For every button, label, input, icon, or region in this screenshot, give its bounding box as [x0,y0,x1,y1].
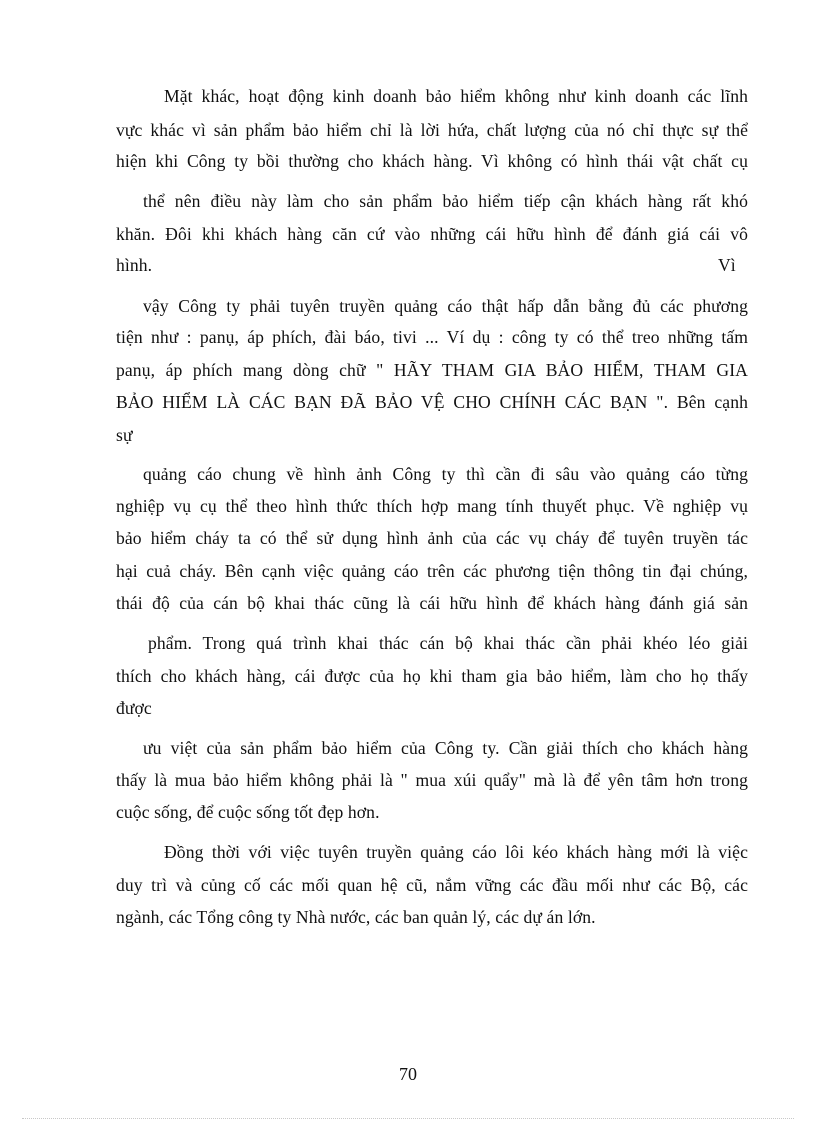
text-line: thấy là mua bảo hiểm không phải là " mua xúi quẩy" mà là để yên tâm hơn trong [116,770,748,790]
text-line: phẩm. Trong quá trình khai thác cán bộ khai thác cần phải khéo léo giải [148,633,748,653]
text-line: hiện khi Công ty bồi thường cho khách hàng. Vì không có hình thái vật chất cụ [116,151,748,171]
text-line: bảo hiểm cháy ta có thể sử dụng hình ảnh của các vụ cháy để tuyên truyền tác [116,528,748,548]
text-line: thể nên điều này làm cho sản phẩm bảo hiểm tiếp cận khách hàng rất khó [143,191,748,211]
page-bottom-rule [22,1118,794,1119]
text-line: Vì [718,255,736,275]
text-line: tiện như : panụ, áp phích, đài báo, tivi ... Ví dụ : công ty có thể treo những tấm [116,327,748,347]
text-line: ưu việt của sản phẩm bảo hiểm của Công ty. Cần giải thích cho khách hàng [143,738,748,758]
text-line: BẢO HIỂM LÀ CÁC BẠN ĐÃ BẢO VỆ CHO CHÍNH CÁC BẠN ". Bên cạnh [116,392,748,412]
text-line: hại cuả cháy. Bên cạnh việc quảng cáo trên các phương tiện thông tin đại chúng, [116,561,748,581]
text-line: vực khác vì sản phẩm bảo hiểm chỉ là lời hứa, chất lượng của nó chỉ thực sự thể [116,120,748,140]
text-line: duy trì và củng cố các mối quan hệ cũ, nắm vững các đầu mối như các Bộ, các [116,875,748,895]
text-line: panụ, áp phích mang dòng chữ " HÃY THAM GIA BẢO HIỂM, THAM GIA [116,360,748,380]
text-line: thích cho khách hàng, cái được của họ khi tham gia bảo hiểm, làm cho họ thấy [116,666,748,686]
text-line: hình. [116,255,153,275]
text-line: Mặt khác, hoạt động kinh doanh bảo hiểm không như kinh doanh các lĩnh [164,86,748,106]
text-line: nghiệp vụ cụ thể theo hình thức thích hợp mang tính thuyết phục. Về nghiệp vụ [116,496,748,516]
text-line: cuộc sống, để cuộc sống tốt đẹp hơn. [116,802,380,822]
text-line: sự [116,425,133,445]
page-number: 70 [399,1064,417,1084]
text-line: khăn. Đôi khi khách hàng căn cứ vào những cái hữu hình để đánh giá cái vô [116,224,748,244]
text-line: Đồng thời với việc tuyên truyền quảng cáo lôi kéo khách hàng mới là việc [164,842,748,862]
text-line: vậy Công ty phải tuyên truyền quảng cáo thật hấp dẫn bằng đủ các phương [143,296,748,316]
text-line: quảng cáo chung về hình ảnh Công ty thì cần đi sâu vào quảng cáo từng [143,464,748,484]
text-line: được [116,698,152,718]
text-line: thái độ của cán bộ khai thác cũng là cái hữu hình để khách hàng đánh giá sản [116,593,748,613]
text-line: ngành, các Tổng công ty Nhà nước, các ban quản lý, các dự án lớn. [116,907,596,927]
